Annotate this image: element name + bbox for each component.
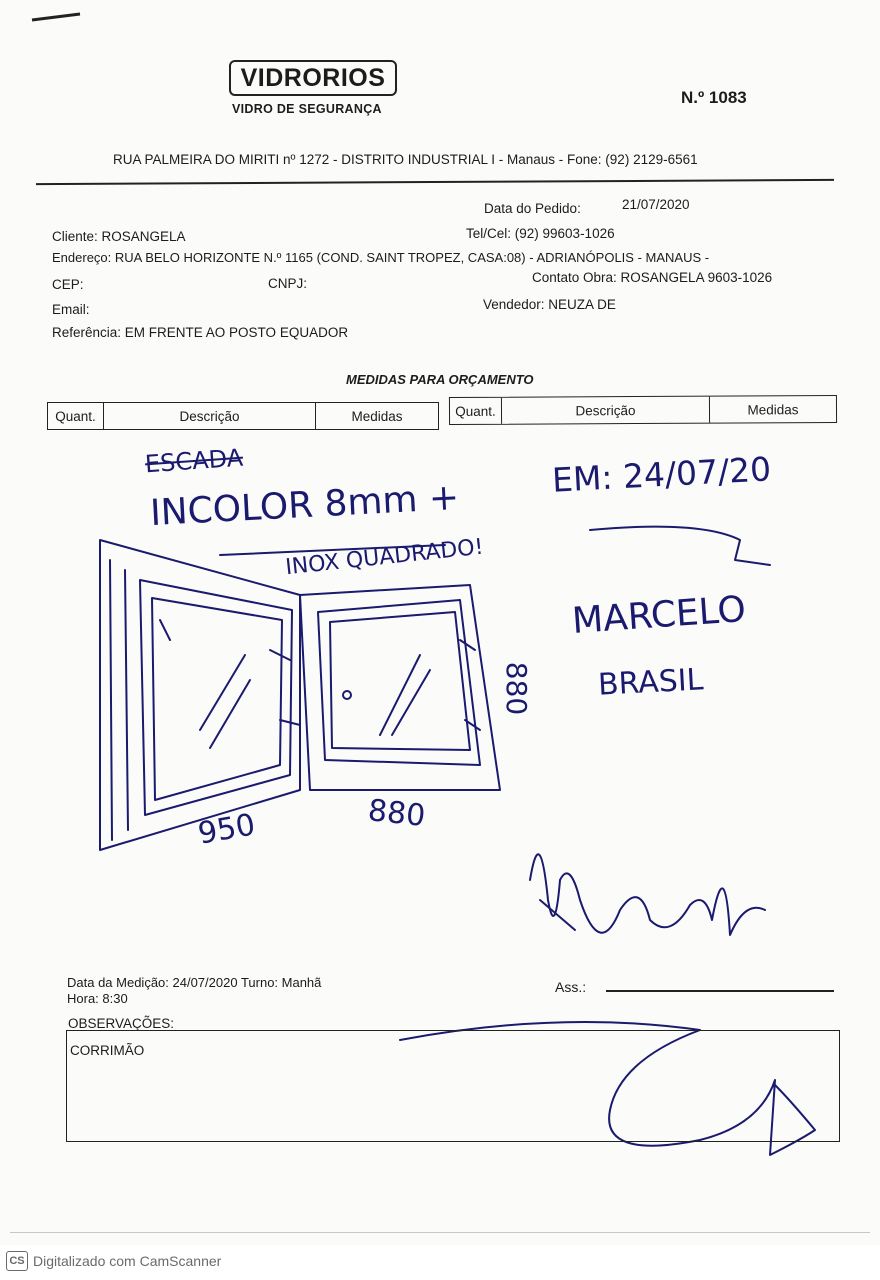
observations-text: CORRIMÃO	[70, 1043, 145, 1058]
camscanner-logo: CS	[6, 1251, 28, 1271]
signature-line	[606, 990, 834, 992]
order-date-value: 21/07/2020	[622, 197, 690, 212]
handwritten-steel-spec: INOX QUADRADO!	[284, 534, 485, 581]
measurement-time: Hora: 8:30	[67, 991, 128, 1006]
col-quantity: Quant.	[48, 403, 104, 429]
handwritten-measurer-first: MARCELO	[570, 588, 748, 643]
company-name: VIDRORIOS	[240, 63, 386, 92]
underline-stroke	[220, 545, 445, 555]
order-date-label: Data do Pedido:	[484, 201, 581, 216]
measurement-date: Data da Medição: 24/07/2020 Turno: Manhã	[67, 975, 322, 990]
order-number: N.º 1083	[681, 88, 747, 107]
col-quantity-2: Quant.	[450, 398, 502, 424]
handwritten-date: EM: 24/07/20	[551, 449, 773, 500]
stair-glass-sketch-left	[100, 540, 300, 850]
handwritten-stairs: ESCADA	[144, 443, 244, 479]
observations-label: OBSERVAÇÕES:	[68, 1016, 175, 1031]
client-address: Endereço: RUA BELO HORIZONTE N.º 1165 (COND. SAINT TROPEZ, CASA:08) - ADRIANÓPOLIS - MANAUS -	[52, 250, 710, 265]
handwritten-measurer-last: BRASIL	[597, 662, 705, 703]
handwritten-dim-880-vertical: 880	[500, 661, 534, 716]
col-description: Descrição	[104, 403, 316, 429]
site-contact: Contato Obra: ROSANGELA 9603-1026	[532, 270, 773, 285]
email-label: Email:	[52, 302, 90, 317]
cnpj-label: CNPJ:	[268, 276, 308, 291]
col-measures: Medidas	[351, 408, 403, 424]
stair-glass-sketch-right	[300, 585, 500, 790]
client-name: Cliente: ROSANGELA	[52, 229, 186, 244]
company-address: RUA PALMEIRA DO MIRITI nº 1272 - DISTRITO INDUSTRIAL I - Manaus - Fone: (92) 2129-6561	[113, 152, 698, 167]
company-tagline: VIDRO DE SEGURANÇA	[232, 102, 382, 116]
signature-label: Ass.:	[555, 979, 587, 995]
scanner-watermark	[6, 1251, 221, 1271]
handwritten-dim-880: 880	[366, 793, 427, 834]
scan-mark	[32, 14, 80, 20]
scanner-text: Digitalizado com CamScanner	[33, 1253, 222, 1269]
date-flourish	[590, 527, 770, 565]
client-phone: Tel/Cel: (92) 99603-1026	[466, 226, 615, 241]
observations-box	[66, 1030, 840, 1142]
cep-label: CEP:	[52, 277, 84, 292]
handwritten-dim-950: 950	[195, 807, 258, 852]
col-measures-2: Medidas	[747, 401, 799, 417]
reference-line: Referência: EM FRENTE AO POSTO EQUADOR	[52, 325, 349, 340]
col-description-2: Descrição	[502, 397, 710, 424]
seller-name: Vendedor: NEUZA DE	[483, 297, 616, 312]
measures-title: MEDIDAS PARA ORÇAMENTO	[346, 372, 534, 387]
handwritten-glass-spec: INCOLOR 8mm +	[149, 476, 461, 535]
page-edge	[10, 1232, 870, 1233]
